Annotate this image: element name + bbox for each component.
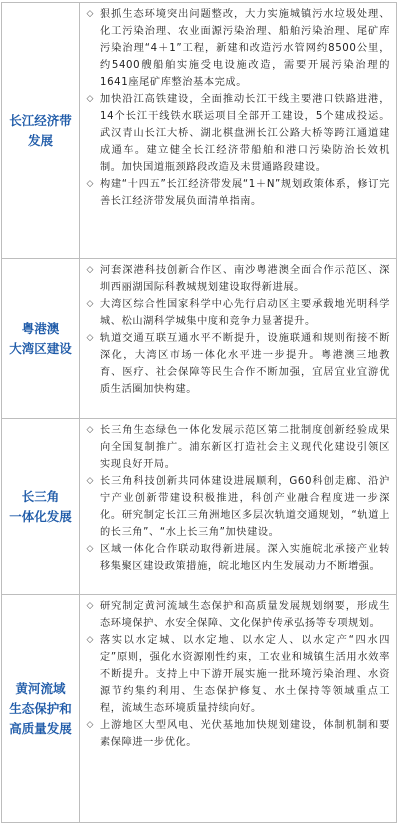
category-line: 长三角 [21, 488, 60, 504]
item-text: 落实以水定城、以水定地、以水定人、以水定产“四水四定”原则，强化水资源刚性约束，工农业和城镇生活用水效率不断提升。支持上中下游开展实施一批环境污染治理、水资源节约集约利用、生态保护修复、水土保持等领域重点工程，流域生态环境质量持续向好。 [100, 635, 390, 714]
item-text: 河套深港科技创新合作区、南沙粤港澳全面合作示范区、深圳西丽湖国际科教城规划建设取得新进展。 [100, 265, 390, 293]
category-line: 一体化发展 [9, 508, 72, 524]
diamond-bullet-icon: ◇ [86, 94, 94, 104]
list-item [80, 91, 390, 176]
category-line: 大湾区建设 [9, 340, 72, 356]
category-cell [2, 419, 80, 595]
diamond-bullet-icon: ◇ [86, 299, 94, 309]
content-cell [80, 595, 397, 823]
content-cell [80, 3, 397, 259]
list-item [80, 598, 390, 632]
category-line: 生态保护和 [9, 700, 72, 716]
diamond-bullet-icon: ◇ [86, 265, 94, 275]
list-item [80, 422, 390, 473]
item-text: 长三角科技创新共同体建设进展顺利，G60科创走廊、沿沪宁产业创新带建设积极推进，科创产业融合程度进一步深化。研究制定长江三角洲地区多层次轨道交通规划，“轨道上的长三角”、“水上长三角”加快建设。 [100, 476, 390, 538]
diamond-bullet-icon: ◇ [86, 179, 94, 189]
content-cell [80, 259, 397, 419]
list-item [80, 473, 390, 541]
item-text: 狠抓生态环境突出问题整改，大力实施城镇污水垃圾处理、化工污染治理、农业面源污染治理、船舶污染治理、尾矿库污染治理“4＋1”工程，新建和改造污水管网约8500公里，约5400艘船舶实施受电设施改造，需要开展污染治理的1641座尾矿库整治基本完成。 [100, 9, 390, 88]
item-text: 研究制定黄河流域生态保护和高质量发展规划纲要，形成生态环境保护、水安全保障、文化保护传承弘扬等专项规划。 [100, 601, 390, 629]
list-item [80, 6, 390, 91]
list-item [80, 330, 390, 398]
item-text: 加快沿江高铁建设，全面推动长江干线主要港口铁路进港，14个长江干线铁水联运项目全部开工建设，5个建成投运。武汉青山长江大桥、湖北棋盘洲长江公路大桥等跨江通道建成通车。建立健全长江经济带船舶和港口污染防治长效机制。加快国道瓶颈路段改造及未贯通路段建设。 [100, 94, 390, 173]
category-cell [2, 259, 80, 419]
category-line: 黄河流域 [15, 680, 66, 696]
diamond-bullet-icon: ◇ [86, 601, 94, 611]
list-item [80, 176, 390, 210]
list-item [80, 296, 390, 330]
category-label [9, 319, 72, 359]
item-text: 轨道交通互联互通水平不断提升，设施联通和规则衔接不断深化，大湾区市场一体化水平进一步提升。粤港澳三地教育、医疗、社会保障等民生合作不断加强，宜居宜业宜游优质生活圈加快构建。 [100, 333, 390, 395]
diamond-bullet-icon: ◇ [86, 635, 94, 645]
category-line: 粤港澳 [21, 320, 60, 336]
section-row [2, 259, 397, 419]
category-label [9, 679, 72, 739]
diamond-bullet-icon: ◇ [86, 333, 94, 343]
category-label [9, 487, 72, 527]
category-cell [2, 595, 80, 823]
item-text: 区域一体化合作联动取得新进展。深入实施皖北承接产业转移集聚区建设政策措施，皖北地区内生发展动力不断增强。 [100, 544, 390, 572]
list-item [80, 541, 390, 575]
category-line: 长江经济带 [9, 112, 72, 128]
diamond-bullet-icon: ◇ [86, 476, 94, 486]
item-text: 构建“十四五”长江经济带发展“1＋N”规划政策体系，修订完善长江经济带发展负面清单指南。 [100, 179, 390, 207]
section-row [2, 3, 397, 259]
diamond-bullet-icon: ◇ [86, 720, 94, 730]
policy-table [1, 2, 397, 823]
category-line: 高质量发展 [9, 720, 72, 736]
category-line: 发展 [27, 132, 53, 148]
list-item [80, 262, 390, 296]
section-row [2, 595, 397, 823]
diamond-bullet-icon: ◇ [86, 425, 94, 435]
category-label [9, 111, 72, 151]
content-cell [80, 419, 397, 595]
item-text: 大湾区综合性国家科学中心先行启动区主要承载地光明科学城、松山湖科学城集中度和竞争力显著提升。 [100, 299, 390, 327]
diamond-bullet-icon: ◇ [86, 544, 94, 554]
category-cell [2, 3, 80, 259]
item-text: 长三角生态绿色一体化发展示范区第二批制度创新经验成果向全国复制推广。浦东新区打造社会主义现代化建设引领区实现良好开局。 [100, 425, 390, 470]
item-text: 上游地区大型风电、光伏基地加快规划建设，体制机制和要素保障进一步优化。 [100, 720, 390, 748]
diamond-bullet-icon: ◇ [86, 9, 94, 19]
list-item [80, 632, 390, 717]
section-row [2, 419, 397, 595]
list-item [80, 717, 390, 751]
